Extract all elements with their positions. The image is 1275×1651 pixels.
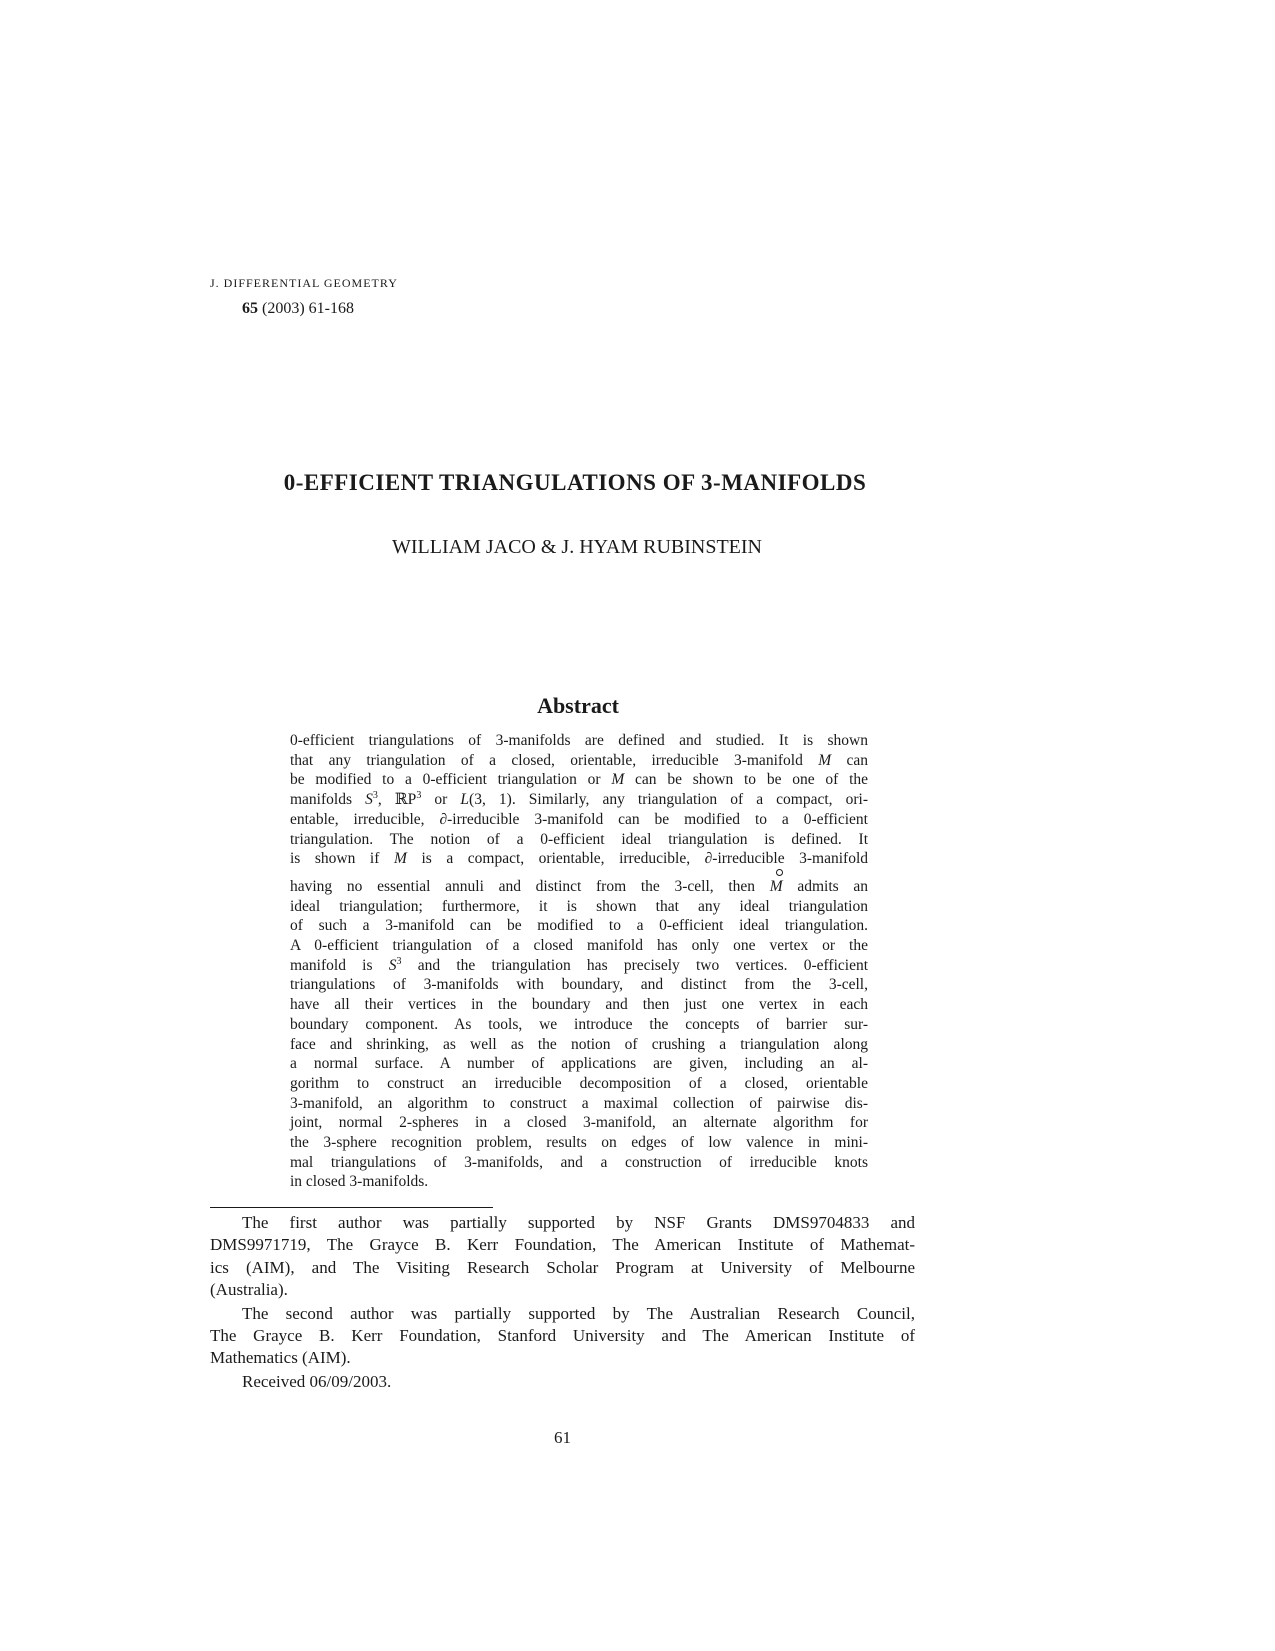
footnote-line: Mathematics (AIM). — [210, 1348, 351, 1368]
volume-info — [242, 300, 354, 318]
footnote-line: ics (AIM), and The Visiting Research Scholar Program at University of Melbourne — [210, 1257, 915, 1277]
footnote-line: The first author was partially supported by NSF Grants DMS9704833 and — [242, 1213, 915, 1232]
received-date: Received 06/09/2003. — [242, 1371, 392, 1391]
abstract-line: the 3-sphere recognition problem, results on edges of low valence in mini- — [290, 1134, 868, 1152]
abstract-line: joint, normal 2-spheres in a closed 3-manifold, an alternate algorithm for — [290, 1114, 868, 1132]
footnotes — [210, 1212, 915, 1393]
abstract-line: gorithm to construct an irreducible decomposition of a closed, orientable — [290, 1074, 868, 1092]
abstract-line: triangulation. The notion of a 0-efficient ideal triangulation is defined. It — [290, 830, 868, 848]
abstract-line: triangulations of 3-manifolds with boundary, and distinct from the 3-cell, — [290, 976, 868, 994]
abstract-heading: Abstract — [537, 693, 619, 718]
abstract-line: that any triangulation of a closed, orientable, irreducible 3-manifold M can — [290, 751, 869, 769]
abstract-line: entable, irreducible, ∂-irreducible 3-manifold can be modified to a 0-efficient — [290, 810, 868, 828]
abstract-line: manifolds $S^3$, ℝP$^3$ or L(3, 1). Similarly, any triangulation of a compact, ori- — [290, 790, 869, 809]
paper-title: 0-EFFICIENT TRIANGULATIONS OF 3-MANIFOLDS — [283, 470, 867, 495]
abstract-line: having no essential annuli and distinct from the 3-cell, then M admits an — [290, 877, 869, 895]
abstract-line: a normal surface. A number of applications are given, including an al- — [290, 1055, 868, 1073]
abstract-line: 0-efficient triangulations of 3-manifolds are defined and studied. It is shown — [290, 732, 868, 749]
volume-year-pages: (2003) 61-168 — [262, 300, 354, 317]
volume-number: 65 — [242, 300, 258, 317]
abstract-line: is shown if M is a compact, orientable, irreducible, ∂-irreducible 3-manifold — [290, 850, 869, 868]
abstract-line: have all their vertices in the boundary and then just one vertex in each — [290, 996, 868, 1014]
abstract-line: ideal triangulation; furthermore, it is shown that any ideal triangulation — [290, 897, 868, 915]
journal-name: J. DIFFERENTIAL GEOMETRY — [210, 276, 398, 290]
footnote-line: The second author was partially supported by The Australian Research Council, — [242, 1303, 915, 1323]
paper-authors: WILLIAM JACO & J. HYAM RUBINSTEIN — [392, 536, 762, 558]
abstract-line: be modified to a 0-efficient triangulation or M can be shown to be one of the — [290, 771, 869, 789]
abstract-line: face and shrinking, as well as the notion of crushing a triangulation along — [290, 1035, 868, 1053]
abstract-line: manifold is $S^3$ and the triangulation has precisely two vertices. 0-efficient — [290, 955, 869, 974]
footnote-line: The Grayce B. Kerr Foundation, Stanford University and The American Institute of — [210, 1326, 915, 1346]
interior-m-symbol: M — [769, 877, 783, 895]
page-number: 61 — [554, 1428, 571, 1447]
abstract-line: boundary component. As tools, we introduce the concepts of barrier sur- — [290, 1015, 868, 1033]
footnote-rule — [210, 1207, 493, 1208]
footnote-line: DMS9971719, The Grayce B. Kerr Foundation, The American Institute of Mathemat- — [210, 1235, 915, 1255]
abstract-line: A 0-efficient triangulation of a closed manifold has only one vertex or the — [290, 937, 868, 955]
abstract-body — [290, 731, 868, 1192]
abstract-line: mal triangulations of 3-manifolds, and a construction of irreducible knots — [290, 1153, 868, 1171]
abstract-line: in closed 3-manifolds. — [290, 1173, 429, 1191]
abstract-line: 3-manifold, an algorithm to construct a maximal collection of pairwise dis- — [290, 1094, 868, 1112]
abstract-line: of such a 3-manifold can be modified to a 0-efficient ideal triangulation. — [290, 917, 868, 935]
footnote-line: (Australia). — [210, 1280, 288, 1300]
